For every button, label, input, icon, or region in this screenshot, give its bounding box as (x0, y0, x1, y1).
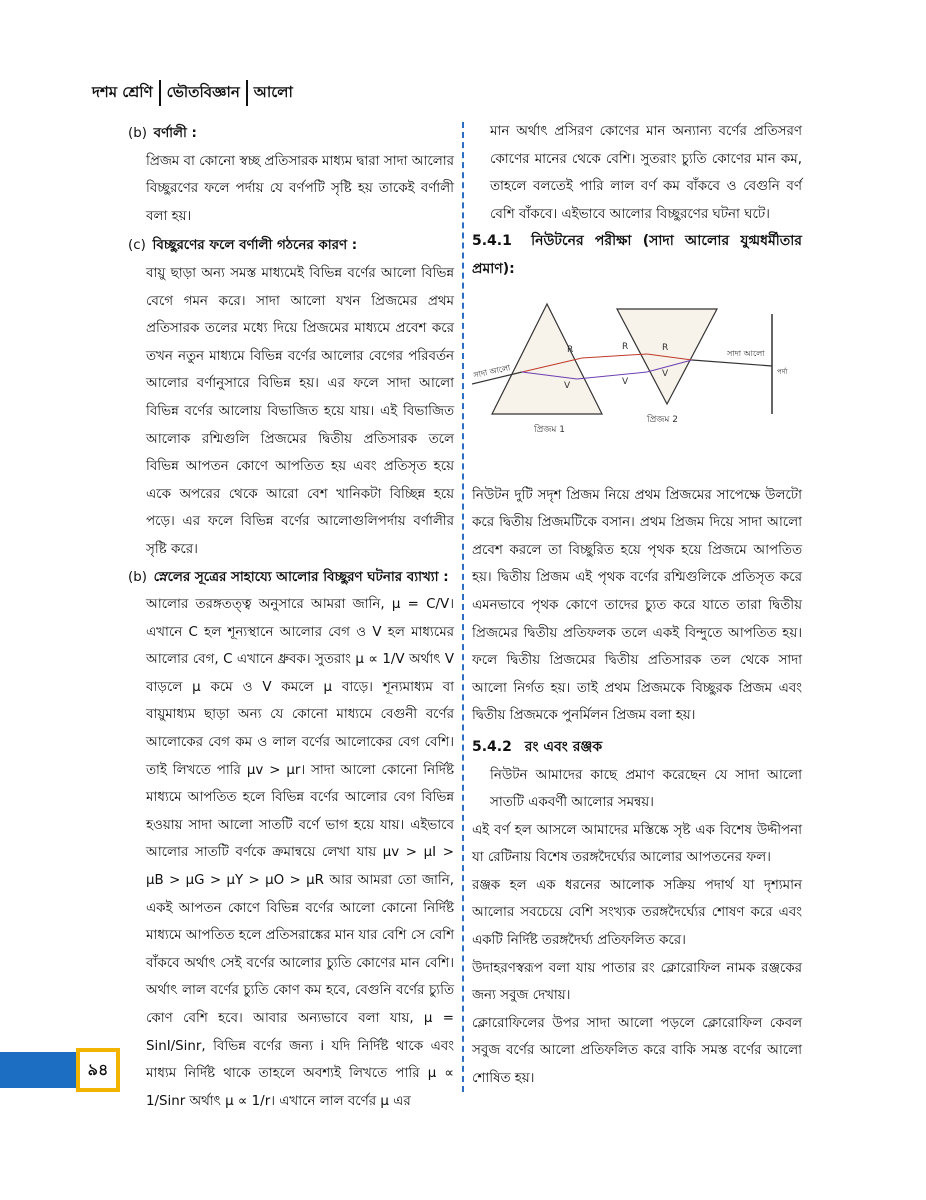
section-542-para-1: নিউটন আমাদের কাছে প্রমাণ করেছেন যে সাদা আলো সাতটি একবর্ণী আলোর সমন্বয়। (490, 767, 802, 811)
label-prism-2: প্রিজম 2 (647, 414, 678, 425)
continued-text: মান অর্থাৎ প্রসিরণ কোণের মান অন্যান্য বর্ণের প্রতিসরণ কোণের মানের থেকে বেশি। সুতরাং চ্যুতি কোণের মান কম, তাহলে বলতেই পারি লাল বর্ণ কম বাঁকবে ও বেগুনি বর্ণ বেশি বাঁকবে। এইভাবে আলোর বিচ্ছুরণের ঘটনা ঘটে। (490, 124, 802, 222)
left-column (128, 120, 454, 1115)
section-d-heading (128, 564, 454, 592)
section-d-title: স্নেলের সূত্রের সাহায্যে আলোর বিচ্ছুরণ ঘটনার ব্যাখ্যা : (153, 569, 449, 585)
section-541-title: নিউটনের পরীক্ষা (সাদা আলোর যুগ্মধর্মীতার প্রমাণ): (472, 233, 802, 277)
section-541-text: নিউটন দুটি সদৃশ প্রিজম নিয়ে প্রথম প্রিজমের সাপেক্ষে উলটো করে দ্বিতীয় প্রিজমটিকে বসান। প্রথম প্রিজম দিয়ে সাদা আলো প্রবেশ করলে তা বিচ্ছুরিত হয়ে পৃথক হয়ে প্রিজমে আপতিত হয়। দ্বিতীয় প্রিজম এই পৃথক বর্ণের রশ্মিগুলিকে প্রতিসৃত করে এমনভাবে পৃথক কোণে তাদের চ্যুত করে যাতে তারা দ্বিতীয় প্রিজমের দ্বিতীয় প্রতিফলক তলে একই বিন্দুতে আপতিত হয়। ফলে দ্বিতীয় প্রিজমের দ্বিতীয় প্রতিসারক তল থেকে সাদা আলো নির্গত হয়। তাই প্রথম প্রিজমকে বিচ্ছুরক প্রিজম এবং দ্বিতীয় প্রিজমকে পুনর্মিলন প্রিজম বলা হয়। (472, 487, 802, 724)
section-542-para-3: রঞ্জক হল এক ধরনের আলোক সক্রিয় পদার্থ যা দৃশ্যমান আলোর সবচেয়ে বেশি সংখ্যক তরঙ্গদৈর্ঘ্যের শোষণ করে এবং একটি নির্দিষ্ট তরঙ্গদৈর্ঘ্য প্রতিফলিত করে। (472, 877, 802, 949)
section-541-heading (472, 228, 802, 283)
emergent-ray (692, 360, 772, 366)
label-r-1: R (567, 344, 574, 355)
section-542-title: রং এবং রঞ্জক (524, 738, 603, 755)
label-white-out: সাদা আলো (727, 348, 765, 358)
header-grade: দশম শ্রেণি (92, 82, 153, 101)
section-b-heading (128, 120, 454, 148)
right-column (472, 118, 802, 1093)
section-542-heading (472, 734, 802, 762)
header-separator (246, 80, 248, 106)
section-c-title: বিচ্ছুরণের ফলে বর্ণালী গঠনের কারণ : (152, 238, 358, 254)
section-b-label: (b) (128, 126, 147, 141)
page-number-box (76, 1048, 120, 1092)
label-white-in: সাদা আলো (472, 362, 512, 380)
label-screen: পর্দা (777, 367, 788, 376)
section-c-text: বায়ু ছাড়া অন্য সমস্ত মাধ্যমেই বিভিন্ন বর্ণের আলো বিভিন্ন বেগে গমন করে। সাদা আলো যখন প্রিজমের প্রথম প্রতিসারক তলের মধ্যে দিয়ে প্রিজমের মাধ্যমে প্রবেশ করে তখন নতুন মাধ্যমে বিভিন্ন বর্ণের আলোর বেগের পরিবর্তন আলোর বর্ণানুসারে বিভিন্ন হয়। এর ফলে সাদা আলো বিভিন্ন বর্ণের আলোয় বিভাজিত হয়ে যায়। এই বিভাজিত আলোক রশ্মিগুলি প্রিজমের দ্বিতীয় প্রতিসারক তলে বিভিন্ন আপতন কোণে আপতিত হয় এবং প্রতিসৃত হয়ে একে অপরের থেকে আরো বেশ খানিকটা বিচ্ছিন্ন হয়ে পড়ে। এর ফলে বিভিন্ন বর্ণের আলোগুলিপর্দায় বর্ণালীর সৃষ্টি করে। (146, 265, 454, 557)
label-r-3: R (662, 342, 669, 353)
label-r-2: R (622, 341, 629, 352)
newton-prism-figure (472, 294, 802, 464)
header-separator (159, 80, 161, 106)
section-b-title: বর্ণালী : (153, 126, 197, 141)
section-c-heading (128, 232, 454, 260)
section-541-number: 5.4.1 (472, 233, 512, 250)
prism-1-shape (492, 304, 602, 414)
label-v-3: V (662, 368, 669, 379)
section-c-label: (c) (128, 238, 146, 254)
label-v-1: V (564, 380, 571, 391)
section-542-para-2: এই বর্ণ হল আসলে আমাদের মস্তিষ্কে সৃষ্ট এক বিশেষ উদ্দীপনা যা রেটিনায় বিশেষ তরঙ্গদৈর্ঘ্যের আলোর আপতনের ফল। (472, 822, 802, 866)
page-header (92, 76, 293, 110)
label-prism-1: প্রিজম 1 (534, 424, 565, 435)
section-542-number: 5.4.2 (472, 738, 512, 755)
header-chapter: আলো (253, 82, 293, 101)
page-number-bar (0, 1052, 76, 1088)
header-subject: ভৌতবিজ্ঞান (166, 82, 240, 101)
section-d-label: (b) (128, 569, 147, 585)
section-542-para-4: উদাহরণস্বরূপ বলা যায় পাতার রং ক্লোরোফিল নামক রঞ্জকের জন্য সবুজ দেখায়। (472, 960, 802, 1004)
column-divider (462, 122, 464, 1092)
prism-diagram (472, 294, 802, 464)
label-v-2: V (622, 376, 629, 387)
section-542-para-5: ক্লোরোফিলের উপর সাদা আলো পড়লে ক্লোরোফিল কেবল সবুজ বর্ণের আলো প্রতিফলিত করে বাকি সমস্ত বর্ণের আলো শোষিত হয়। (472, 1015, 802, 1087)
section-d-text: আলোর তরঙ্গতত্ত্ব অনুসারে আমরা জানি, μ = C/V। এখানে C হল শূন্যস্থানে আলোর বেগ ও V হল মাধ্যমের আলোর বেগ, C এখানে ধ্রুবক। সুতরাং μ ∝ 1/V অর্থাৎ V বাড়লে μ কমে ও V কমলে μ বাড়ে। শূন্যমাধ্যম বা বায়ুমাধ্যম ছাড়া অন্য যে কোনো মাধ্যমে বেগুনী বর্ণের আলোকের বেগ কম ও লাল বর্ণের আলোকের বেগ বেশি। তাই লিখতে পারি μv > μr। সাদা আলো কোনো নির্দিষ্ট মাধ্যমে আপতিত হলে বিভিন্ন বর্ণের আলোর বেগ বিভিন্ন হওয়ায় সাদা আলো সাতটি বর্ণে ভাগ হয়ে যায়। এইভাবে আলোর সাতটি বর্ণকে ক্রমান্বয়ে লেখা যায় μv > μI > μB > μG > μY > μO > μR আর আমরা তো জানি, একই আপতন কোণে বিভিন্ন বর্ণের আলো কোনো নির্দিষ্ট মাধ্যমে আপতিত হলে প্রতিসরাঙ্কের মান যার বেশি সে বেশি বাঁকবে অর্থাৎ সেই বর্ণের আলোর চ্যুতি কোণের মান বেশি। অর্থাৎ লাল বর্ণের চ্যুতি কোণ কম হবে, বেগুনি বর্ণের চ্যুতি কোণ বেশি হবে। আবার অন্যভাবে বলা যায়, μ = SinI/Sinr, বিভিন্ন বর্ণের জন্য i যদি নির্দিষ্ট থাকে এবং মাধ্যম নির্দিষ্ট থাকে তাহলে অবশ্যই লিখতে পারি μ ∝ 1/Sinr অর্থাৎ μ ∝ 1/r। এখানে লাল বর্ণের μ এর (146, 597, 454, 1109)
page-number: ৯৪ (87, 1059, 109, 1079)
red-ray-2 (582, 354, 647, 358)
section-b-text: প্রিজম বা কোনো স্বচ্ছ প্রতিসারক মাধ্যম দ্বারা সাদা আলোর বিচ্ছুরণের ফলে পর্দায় যে বর্ণপটি সৃষ্টি হয় তাকেই বর্ণালী বলা হয়। (146, 153, 454, 224)
violet-ray-2 (577, 372, 647, 379)
